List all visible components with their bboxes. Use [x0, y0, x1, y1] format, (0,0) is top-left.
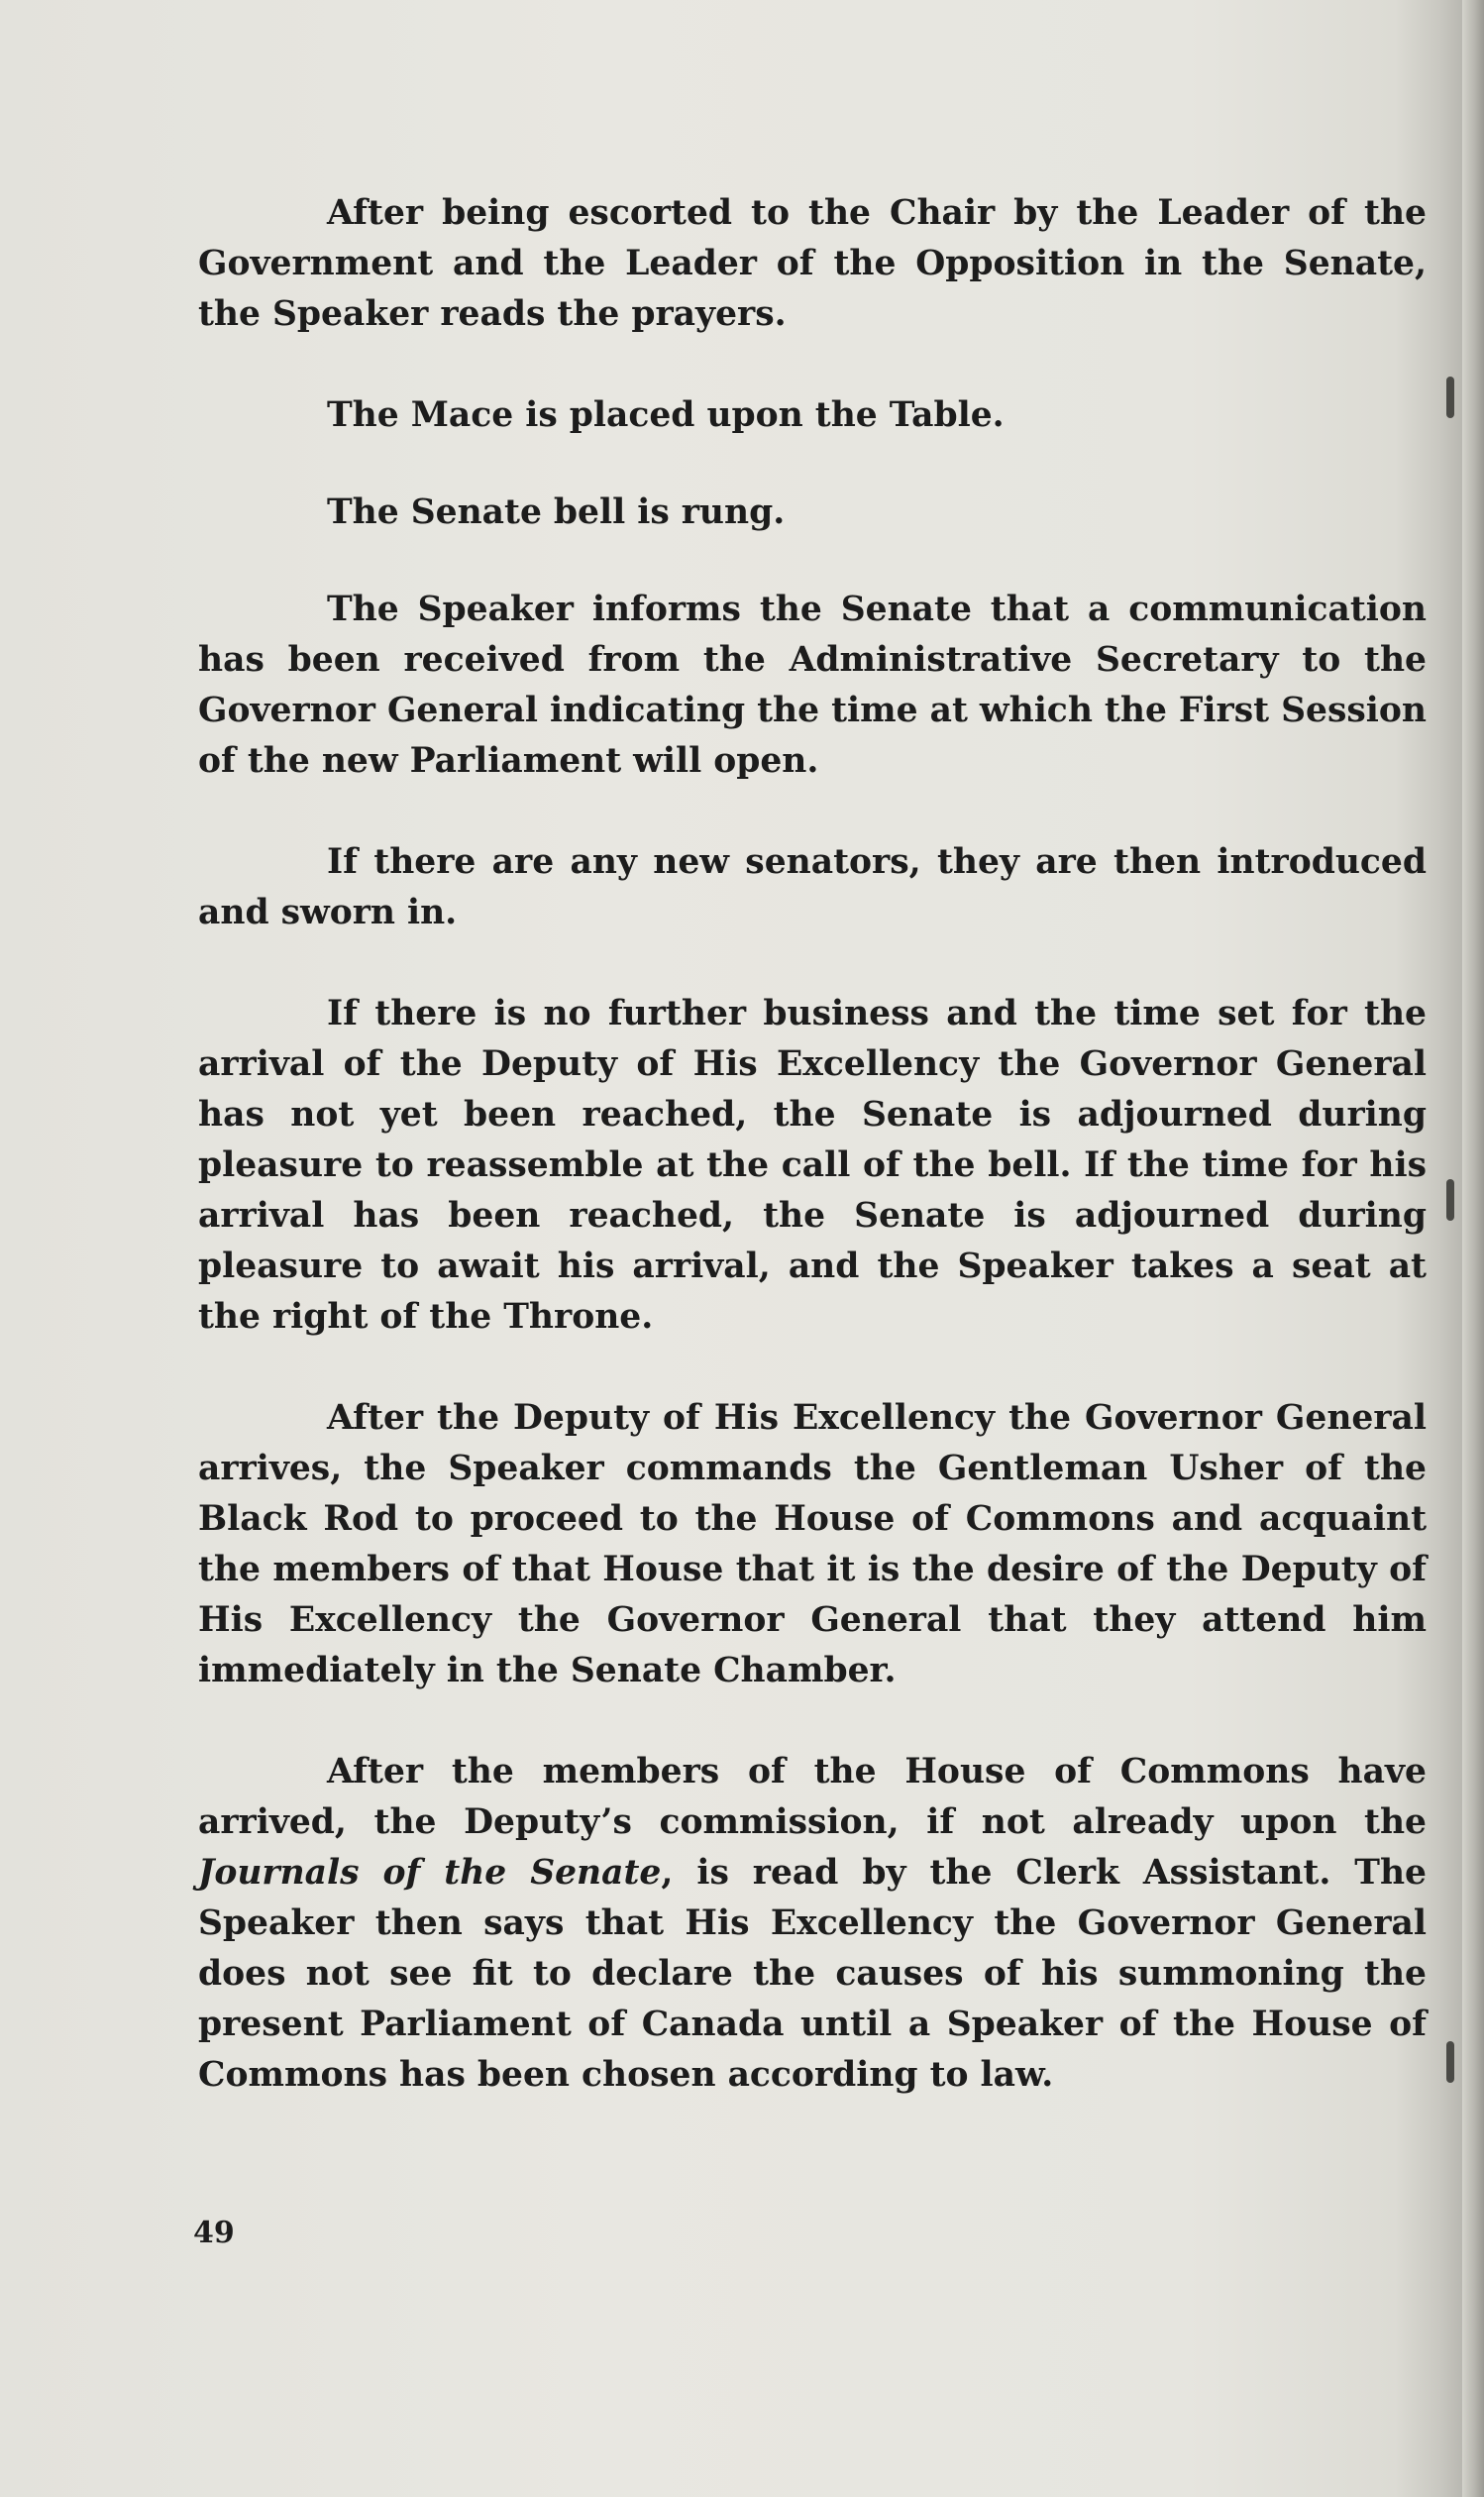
binding-mark — [1446, 377, 1454, 418]
binding-mark — [1446, 2041, 1454, 2083]
paragraph: If there is no further business and the time set for the arrival of the Deputy of His Excellency the Governor General has not yet been reached, the Senate is adjourned during pleasure to reassemble at the call of the bell. If the time for his arrival has been reached, the Senate is adjourned during pleasure to await his arrival, and the Speaker takes a seat at the right of the Throne. — [198, 994, 1427, 1337]
paragraph — [198, 1747, 1427, 2101]
binding-mark — [1446, 1179, 1454, 1221]
paragraph: After being escorted to the Chair by the Leader of the Government and the Leader of the Opposition in the Senate, the Speaker reads the prayers. — [198, 193, 1427, 334]
paragraph: The Mace is placed upon the Table. — [327, 395, 1005, 435]
paragraph: If there are any new senators, they are then introduced and sworn in. — [198, 842, 1427, 932]
page-number: 49 — [193, 2216, 235, 2250]
paragraph: The Speaker informs the Senate that a communication has been received from the Administrative Secretary to the Governor General indicating the time at which the First Session of the new Parliament will open. — [198, 590, 1427, 781]
paragraph-text: After the members of the House of Commons have arrived, the Deputy’s commission, if not already upon the — [198, 1752, 1427, 1842]
paragraph: After the Deputy of His Excellency the Governor General arrives, the Speaker commands the Gentleman Usher of the Black Rod to proceed to the House of Commons and acquaint the members of that House that it is the desire of the Deputy of His Excellency the Governor General that they attend him immediately in the Senate Chamber. — [198, 1398, 1427, 1690]
page-edge-shadow — [1462, 0, 1484, 2497]
paragraph-text: , is read by the Clerk Assistant. The Speaker then says that His Excellency the Governor General does not see fit to declare the causes of his summoning the present Parliament of Canada until a Speaker of the House of Commons has been chosen according to law. — [198, 1853, 1428, 2095]
body-text — [198, 188, 1427, 2151]
paragraph: The Senate bell is rung. — [327, 492, 786, 532]
publication-title: Journals of the Senate — [198, 1853, 662, 1893]
